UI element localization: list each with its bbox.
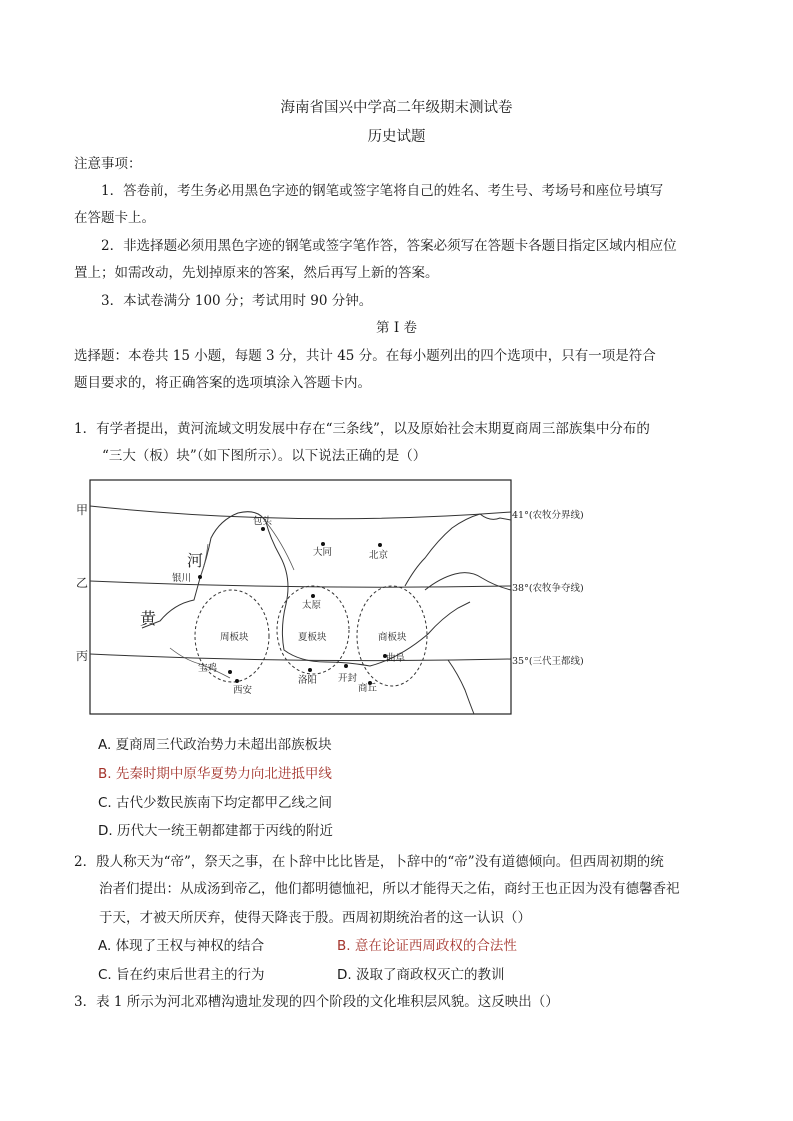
q1-stem-line1: 1．有学者提出，黄河流域文明发展中存在“三条线”，以及原始社会末期夏商周三部族集中分布的 bbox=[74, 421, 650, 437]
city-dot-baotou bbox=[261, 527, 265, 531]
label-bloc-xia: 夏板块 bbox=[298, 632, 327, 643]
q3-stem-line1: 3．表 1 所示为河北邓槽沟遗址发现的四个阶段的文化堆积层风貌。这反映出（） bbox=[74, 994, 559, 1010]
q1-option-c: C. 古代少数民族南下均定都甲乙线之间 bbox=[98, 795, 333, 811]
q1-option-d: D. 历代大一统王朝都建都于丙线的附近 bbox=[98, 823, 333, 839]
label-bloc-shang: 商板块 bbox=[378, 632, 407, 643]
city-dot-beijing bbox=[378, 543, 382, 547]
q2-stem-line1: 2．殷人称天为“帝”，祭天之事，在卜辞中比比皆是，卜辞中的“帝”没有道德倾向。但西周初期的统 bbox=[74, 854, 664, 870]
q1-option-a: A. 夏商周三代政治势力未超出部族板块 bbox=[98, 737, 332, 753]
notes-heading: 注意事项： bbox=[74, 156, 142, 172]
label-jia: 甲 bbox=[76, 503, 89, 517]
label-river-huang: 黄 bbox=[140, 609, 157, 628]
label-city-beijing: 北京 bbox=[369, 550, 389, 561]
label-yi-desc: 38°(农牧争夺线) bbox=[512, 583, 584, 594]
exam-title: 海南省国兴中学高二年级期末测试卷 bbox=[280, 100, 513, 116]
note-2-line1: 2．非选择题必须用黑色字迹的钢笔或签字笔作答，答案必须写在答题卡各题目指定区域内相应位 bbox=[101, 238, 677, 254]
section-instructions-line1: 选择题：本卷共 15 小题，每题 3 分，共计 45 分。在每小题列出的四个选项中，只有一项是符合 bbox=[74, 348, 656, 364]
city-dot-xian bbox=[235, 679, 239, 683]
note-3: 3．本试卷满分 100 分；考试用时 90 分钟。 bbox=[101, 293, 373, 309]
section-instructions-line2: 题目要求的，将正确答案的选项填涂入答题卡内。 bbox=[74, 375, 371, 391]
label-city-xian: 西安 bbox=[233, 685, 253, 696]
label-bing: 丙 bbox=[76, 649, 89, 663]
note-1-line2: 在答题卡上。 bbox=[74, 210, 155, 226]
label-city-qufu: 曲阜 bbox=[386, 653, 406, 664]
label-city-taiyuan: 太原 bbox=[302, 600, 322, 611]
section-title: 第 I 卷 bbox=[376, 320, 417, 336]
city-dot-luoyang bbox=[308, 668, 312, 672]
q2-option-d: D. 汲取了商政权灭亡的教训 bbox=[337, 967, 505, 983]
exam-subtitle: 历史试题 bbox=[367, 129, 426, 145]
q2-option-a: A. 体现了王权与神权的结合 bbox=[98, 938, 265, 954]
label-city-datong: 大同 bbox=[313, 547, 333, 558]
q2-option-c: C. 旨在约束后世君主的行为 bbox=[98, 967, 265, 983]
label-bing-desc: 35°(三代王都线) bbox=[512, 656, 584, 667]
q1-map-figure bbox=[70, 478, 605, 718]
label-yi: 乙 bbox=[76, 576, 89, 590]
note-1-line1: 1．答卷前，考生务必用黑色字迹的钢笔或签字笔将自己的姓名、考生号、考场号和座位号填写 bbox=[101, 183, 664, 199]
label-city-luoyang: 洛阳 bbox=[298, 675, 318, 686]
city-dot-baoji bbox=[228, 670, 232, 674]
label-city-baoji: 宝鸡 bbox=[198, 663, 218, 674]
label-river-he: 河 bbox=[187, 551, 204, 570]
label-city-baotou: 包头 bbox=[253, 516, 273, 527]
label-bloc-zhou: 周板块 bbox=[220, 632, 249, 643]
q1-stem-line2: “三大（板）块”（如下图所示）。以下说法正确的是（） bbox=[102, 448, 427, 464]
label-jia-desc: 41°(农牧分界线) bbox=[512, 510, 584, 521]
city-dot-datong bbox=[321, 542, 325, 546]
label-city-shangqiu: 商丘 bbox=[358, 683, 378, 694]
label-city-kaifeng: 开封 bbox=[338, 673, 358, 684]
city-dot-yinchuan bbox=[198, 575, 202, 579]
q2-stem-line3: 于天，才被天所厌弃，使得天降丧于殷。西周初期统治者的这一认识（） bbox=[99, 910, 531, 926]
city-dot-taiyuan bbox=[311, 594, 315, 598]
q2-stem-line2: 治者们提出：从成汤到帝乙，他们都明德恤祀，所以才能得天之佑，商纣王也正因为没有德馨香祀 bbox=[99, 881, 680, 897]
note-2-line2: 置上；如需改动，先划掉原来的答案，然后再写上新的答案。 bbox=[74, 265, 439, 281]
q1-option-b: B. 先秦时期中原华夏势力向北进抵甲线 bbox=[98, 766, 332, 782]
label-city-yinchuan: 银川 bbox=[172, 573, 192, 584]
city-dot-kaifeng bbox=[344, 664, 348, 668]
q2-option-b: B. 意在论证西周政权的合法性 bbox=[337, 938, 517, 954]
